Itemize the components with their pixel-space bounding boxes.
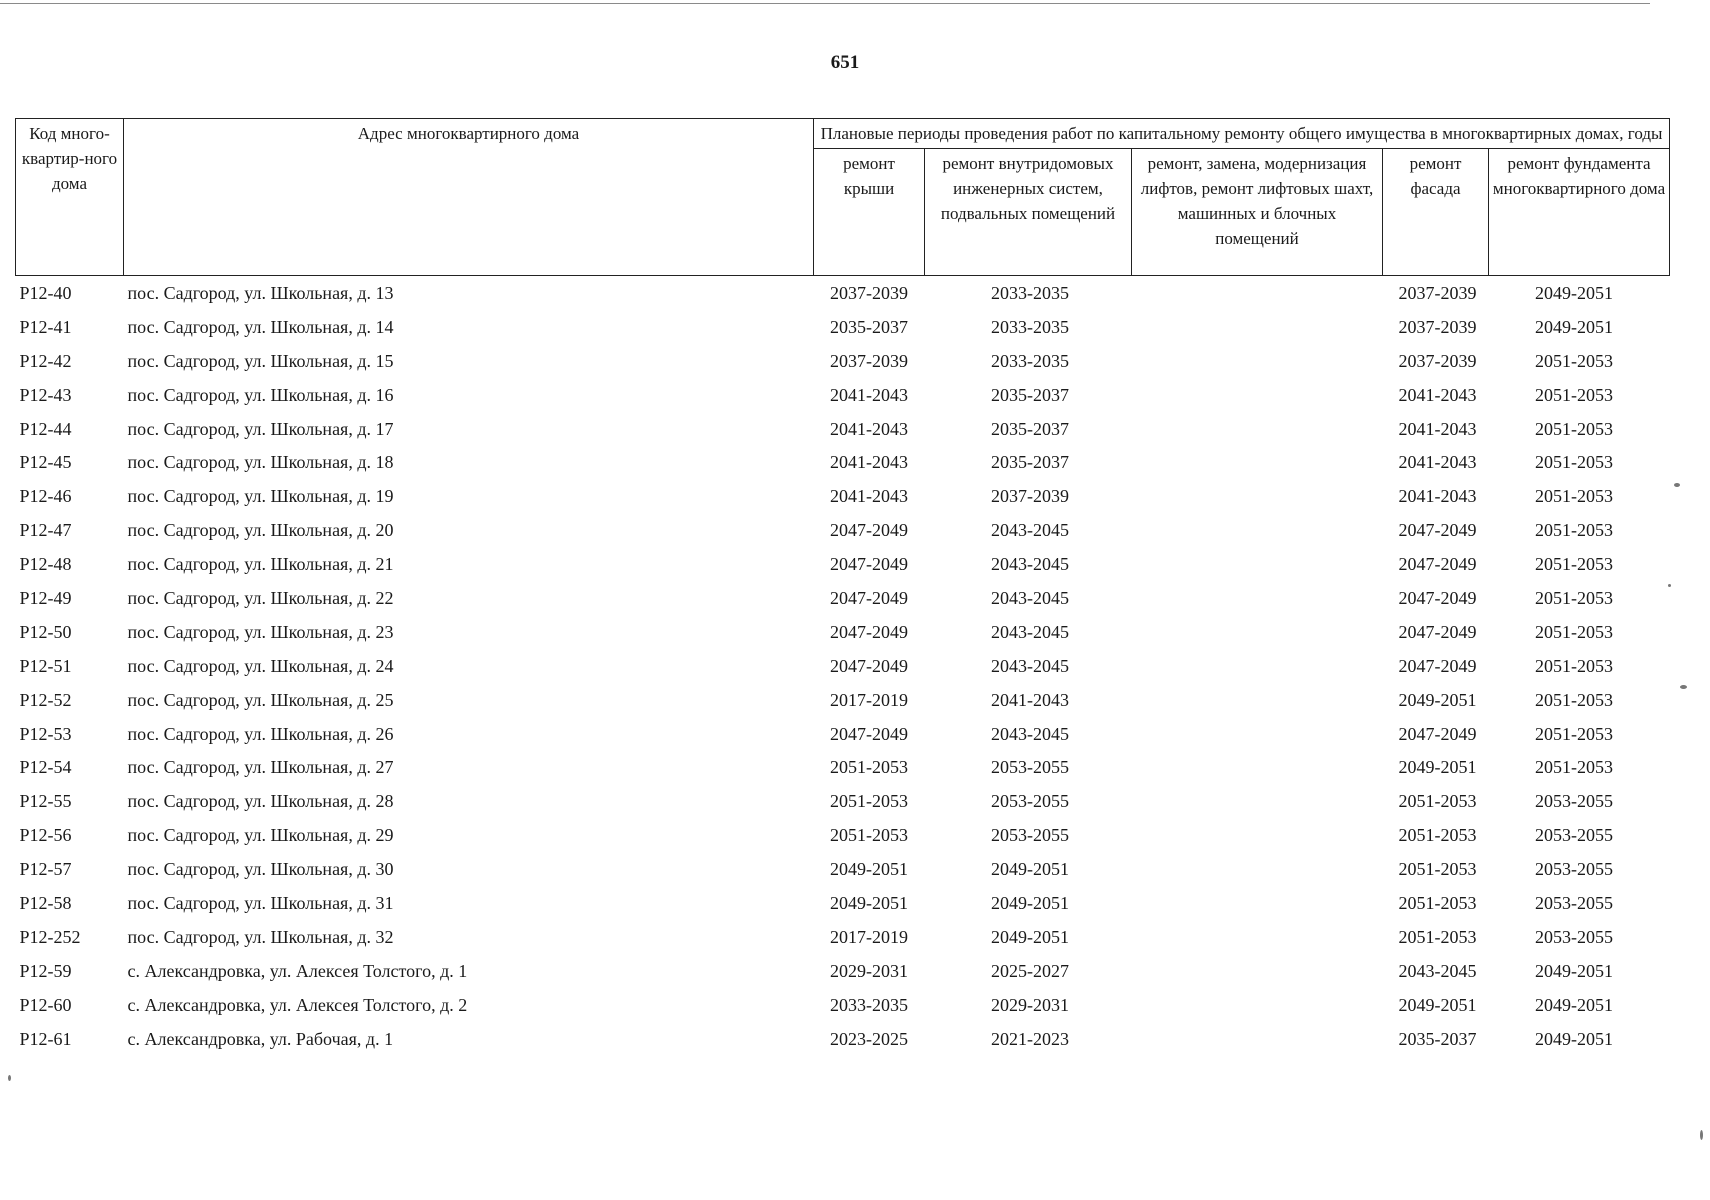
cell-engineering: 2029-2031 — [991, 994, 1069, 1015]
cell-foundation: 2049-2051 — [1535, 316, 1614, 337]
cell-engineering: 2035-2037 — [991, 452, 1069, 473]
cell-code: P12-61 — [19, 1028, 72, 1049]
cell-facade: 2037-2039 — [1398, 282, 1477, 303]
cell-roof: 2047-2049 — [830, 621, 908, 642]
cell-code: P12-47 — [19, 520, 72, 541]
cell-lifts — [1132, 750, 1383, 784]
cell-address: пос. Садгород, ул. Школьная, д. 22 — [127, 587, 394, 608]
cell-roof: 2029-2031 — [830, 960, 908, 981]
cell-facade: 2049-2051 — [1398, 689, 1477, 710]
table-row — [16, 479, 1670, 513]
cell-address: пос. Садгород, ул. Школьная, д. 25 — [127, 689, 394, 710]
table-row — [16, 1022, 1670, 1056]
cell-address: пос. Садгород, ул. Школьная, д. 24 — [127, 655, 394, 676]
cell-lifts — [1132, 886, 1383, 920]
cell-roof: 2035-2037 — [830, 316, 908, 337]
cell-foundation: 2051-2053 — [1535, 757, 1614, 778]
cell-facade: 2051-2053 — [1398, 859, 1477, 880]
table-row — [16, 513, 1670, 547]
cell-engineering: 2037-2039 — [991, 486, 1069, 507]
cell-address: пос. Садгород, ул. Школьная, д. 23 — [127, 621, 394, 642]
scan-edge-line — [0, 3, 1650, 4]
cell-engineering: 2041-2043 — [991, 689, 1069, 710]
cell-lifts — [1132, 276, 1383, 310]
cell-address: пос. Садгород, ул. Школьная, д. 21 — [127, 554, 394, 575]
cell-address: пос. Садгород, ул. Школьная, д. 31 — [127, 892, 394, 913]
cell-lifts — [1132, 344, 1383, 378]
cell-lifts — [1132, 784, 1383, 818]
cell-engineering: 2043-2045 — [991, 520, 1069, 541]
table-row — [16, 276, 1670, 310]
cell-code: P12-60 — [19, 994, 72, 1015]
cell-foundation: 2053-2055 — [1535, 859, 1614, 880]
table-row — [16, 852, 1670, 886]
cell-roof: 2051-2053 — [830, 825, 908, 846]
cell-foundation: 2051-2053 — [1535, 723, 1614, 744]
cell-facade: 2041-2043 — [1398, 486, 1477, 507]
cell-code: P12-50 — [19, 621, 72, 642]
cell-engineering: 2033-2035 — [991, 282, 1069, 303]
cell-code: P12-57 — [19, 859, 72, 880]
cell-foundation: 2053-2055 — [1535, 791, 1614, 812]
cell-foundation: 2049-2051 — [1535, 960, 1614, 981]
cell-foundation: 2051-2053 — [1535, 621, 1614, 642]
cell-code: P12-43 — [19, 384, 72, 405]
header-facade: ремонт фасада — [1383, 149, 1489, 276]
table-row — [16, 750, 1670, 784]
table-row — [16, 784, 1670, 818]
cell-address: пос. Садгород, ул. Школьная, д. 20 — [127, 520, 394, 541]
cell-engineering: 2033-2035 — [991, 350, 1069, 371]
cell-facade: 2047-2049 — [1398, 554, 1477, 575]
scan-speck — [8, 1075, 11, 1081]
table-row — [16, 344, 1670, 378]
table-row — [16, 886, 1670, 920]
cell-facade: 2051-2053 — [1398, 926, 1477, 947]
table-row — [16, 445, 1670, 479]
cell-foundation: 2053-2055 — [1535, 825, 1614, 846]
cell-facade: 2049-2051 — [1398, 994, 1477, 1015]
cell-foundation: 2053-2055 — [1535, 892, 1614, 913]
cell-code: P12-42 — [19, 350, 72, 371]
cell-lifts — [1132, 717, 1383, 751]
table-row — [16, 649, 1670, 683]
cell-lifts — [1132, 649, 1383, 683]
cell-engineering: 2033-2035 — [991, 316, 1069, 337]
cell-roof: 2047-2049 — [830, 520, 908, 541]
cell-roof: 2037-2039 — [830, 282, 908, 303]
cell-lifts — [1132, 1022, 1383, 1056]
header-roof: ремонт крыши — [814, 149, 925, 276]
cell-roof: 2023-2025 — [830, 1028, 908, 1049]
cell-roof: 2047-2049 — [830, 587, 908, 608]
cell-address: пос. Садгород, ул. Школьная, д. 17 — [127, 418, 394, 439]
header-engineering: ремонт внутридомовых инженерных систем, подвальных помещений — [925, 149, 1132, 276]
cell-lifts — [1132, 310, 1383, 344]
cell-address: пос. Садгород, ул. Школьная, д. 30 — [127, 859, 394, 880]
table-row — [16, 954, 1670, 988]
cell-code: P12-252 — [19, 926, 81, 947]
cell-facade: 2049-2051 — [1398, 757, 1477, 778]
cell-address: пос. Садгород, ул. Школьная, д. 13 — [127, 282, 394, 303]
cell-facade: 2051-2053 — [1398, 791, 1477, 812]
cell-code: P12-54 — [19, 757, 72, 778]
cell-foundation: 2051-2053 — [1535, 554, 1614, 575]
cell-facade: 2041-2043 — [1398, 452, 1477, 473]
cell-foundation: 2051-2053 — [1535, 452, 1614, 473]
cell-address: пос. Садгород, ул. Школьная, д. 27 — [127, 757, 394, 778]
cell-facade: 2035-2037 — [1398, 1028, 1477, 1049]
cell-engineering: 2049-2051 — [991, 892, 1069, 913]
cell-facade: 2051-2053 — [1398, 892, 1477, 913]
cell-roof: 2051-2053 — [830, 791, 908, 812]
header-code: Код много-квартир-ного дома — [16, 119, 124, 276]
scan-speck — [1680, 685, 1687, 689]
cell-code: P12-55 — [19, 791, 72, 812]
cell-lifts — [1132, 818, 1383, 852]
cell-code: P12-48 — [19, 554, 72, 575]
table-row — [16, 988, 1670, 1022]
cell-facade: 2047-2049 — [1398, 587, 1477, 608]
cell-address: пос. Садгород, ул. Школьная, д. 28 — [127, 791, 394, 812]
cell-address: пос. Садгород, ул. Школьная, д. 29 — [127, 825, 394, 846]
cell-address: с. Александровка, ул. Алексея Толстого, д. 2 — [127, 994, 468, 1015]
cell-lifts — [1132, 852, 1383, 886]
header-address: Адрес многоквартирного дома — [124, 119, 814, 276]
cell-lifts — [1132, 988, 1383, 1022]
cell-address: с. Александровка, ул. Алексея Толстого, д. 1 — [127, 960, 468, 981]
cell-address: пос. Садгород, ул. Школьная, д. 15 — [127, 350, 394, 371]
cell-facade: 2041-2043 — [1398, 384, 1477, 405]
cell-address: пос. Садгород, ул. Школьная, д. 14 — [127, 316, 394, 337]
table-row — [16, 581, 1670, 615]
cell-address: пос. Садгород, ул. Школьная, д. 32 — [127, 926, 394, 947]
cell-facade: 2051-2053 — [1398, 825, 1477, 846]
cell-roof: 2017-2019 — [830, 926, 908, 947]
cell-lifts — [1132, 479, 1383, 513]
table-row — [16, 683, 1670, 717]
cell-lifts — [1132, 920, 1383, 954]
cell-facade: 2047-2049 — [1398, 621, 1477, 642]
cell-facade: 2037-2039 — [1398, 350, 1477, 371]
cell-code: P12-46 — [19, 486, 72, 507]
table-row — [16, 920, 1670, 954]
cell-engineering: 2043-2045 — [991, 587, 1069, 608]
cell-engineering: 2043-2045 — [991, 554, 1069, 575]
cell-lifts — [1132, 683, 1383, 717]
cell-code: P12-45 — [19, 452, 72, 473]
cell-facade: 2047-2049 — [1398, 655, 1477, 676]
table-row — [16, 818, 1670, 852]
cell-roof: 2047-2049 — [830, 655, 908, 676]
cell-engineering: 2053-2055 — [991, 757, 1069, 778]
scan-speck — [1668, 584, 1671, 587]
table-row — [16, 547, 1670, 581]
cell-address: с. Александровка, ул. Рабочая, д. 1 — [127, 1028, 394, 1049]
cell-foundation: 2051-2053 — [1535, 350, 1614, 371]
cell-foundation: 2049-2051 — [1535, 282, 1614, 303]
cell-code: P12-58 — [19, 892, 72, 913]
cell-lifts — [1132, 615, 1383, 649]
header-lifts: ремонт, замена, модернизация лифтов, ремонт лифтовых шахт, машинных и блочных помещений — [1132, 149, 1383, 276]
cell-roof: 2051-2053 — [830, 757, 908, 778]
cell-code: P12-56 — [19, 825, 72, 846]
cell-roof: 2049-2051 — [830, 892, 908, 913]
table-row — [16, 615, 1670, 649]
cell-foundation: 2051-2053 — [1535, 689, 1614, 710]
cell-lifts — [1132, 412, 1383, 446]
cell-code: P12-44 — [19, 418, 72, 439]
cell-foundation: 2051-2053 — [1535, 587, 1614, 608]
cell-roof: 2041-2043 — [830, 418, 908, 439]
cell-code: P12-40 — [19, 282, 72, 303]
cell-engineering: 2035-2037 — [991, 384, 1069, 405]
cell-engineering: 2049-2051 — [991, 859, 1069, 880]
cell-facade: 2047-2049 — [1398, 520, 1477, 541]
cell-lifts — [1132, 513, 1383, 547]
cell-engineering: 2043-2045 — [991, 655, 1069, 676]
cell-roof: 2037-2039 — [830, 350, 908, 371]
cell-roof: 2041-2043 — [830, 486, 908, 507]
table-body — [16, 276, 1670, 1056]
header-periods: Плановые периоды проведения работ по капитальному ремонту общего имущества в многоквартирных домах, годы — [814, 119, 1670, 149]
table-row — [16, 412, 1670, 446]
cell-foundation: 2051-2053 — [1535, 486, 1614, 507]
table-row — [16, 717, 1670, 751]
cell-lifts — [1132, 581, 1383, 615]
cell-address: пос. Садгород, ул. Школьная, д. 16 — [127, 384, 394, 405]
cell-engineering: 2025-2027 — [991, 960, 1069, 981]
cell-facade: 2041-2043 — [1398, 418, 1477, 439]
cell-address: пос. Садгород, ул. Школьная, д. 26 — [127, 723, 394, 744]
cell-code: P12-52 — [19, 689, 72, 710]
page-number: 651 — [830, 52, 860, 73]
cell-engineering: 2043-2045 — [991, 621, 1069, 642]
cell-roof: 2033-2035 — [830, 994, 908, 1015]
cell-engineering: 2035-2037 — [991, 418, 1069, 439]
cell-address: пос. Садгород, ул. Школьная, д. 18 — [127, 452, 394, 473]
cell-engineering: 2053-2055 — [991, 791, 1069, 812]
cell-facade: 2037-2039 — [1398, 316, 1477, 337]
cell-foundation: 2051-2053 — [1535, 520, 1614, 541]
cell-engineering: 2049-2051 — [991, 926, 1069, 947]
cell-lifts — [1132, 445, 1383, 479]
cell-roof: 2049-2051 — [830, 859, 908, 880]
cell-lifts — [1132, 378, 1383, 412]
cell-roof: 2017-2019 — [830, 689, 908, 710]
table-row — [16, 378, 1670, 412]
header-foundation: ремонт фундамента многоквартирного дома — [1489, 149, 1670, 276]
cell-foundation: 2049-2051 — [1535, 1028, 1614, 1049]
cell-foundation: 2049-2051 — [1535, 994, 1614, 1015]
cell-facade: 2043-2045 — [1398, 960, 1477, 981]
cell-roof: 2041-2043 — [830, 452, 908, 473]
cell-lifts — [1132, 547, 1383, 581]
cell-engineering: 2021-2023 — [991, 1028, 1069, 1049]
cell-engineering: 2043-2045 — [991, 723, 1069, 744]
cell-code: P12-41 — [19, 316, 72, 337]
cell-code: P12-51 — [19, 655, 72, 676]
cell-facade: 2047-2049 — [1398, 723, 1477, 744]
repair-schedule-table — [15, 118, 1670, 1055]
cell-engineering: 2053-2055 — [991, 825, 1069, 846]
cell-roof: 2041-2043 — [830, 384, 908, 405]
cell-roof: 2047-2049 — [830, 723, 908, 744]
cell-roof: 2047-2049 — [830, 554, 908, 575]
cell-lifts — [1132, 954, 1383, 988]
cell-foundation: 2051-2053 — [1535, 655, 1614, 676]
scan-speck — [1700, 1130, 1703, 1140]
cell-address: пос. Садгород, ул. Школьная, д. 19 — [127, 486, 394, 507]
table-row — [16, 310, 1670, 344]
cell-code: P12-53 — [19, 723, 72, 744]
scan-speck — [1674, 483, 1680, 487]
cell-code: P12-49 — [19, 587, 72, 608]
cell-code: P12-59 — [19, 960, 72, 981]
cell-foundation: 2051-2053 — [1535, 384, 1614, 405]
cell-foundation: 2053-2055 — [1535, 926, 1614, 947]
cell-foundation: 2051-2053 — [1535, 418, 1614, 439]
